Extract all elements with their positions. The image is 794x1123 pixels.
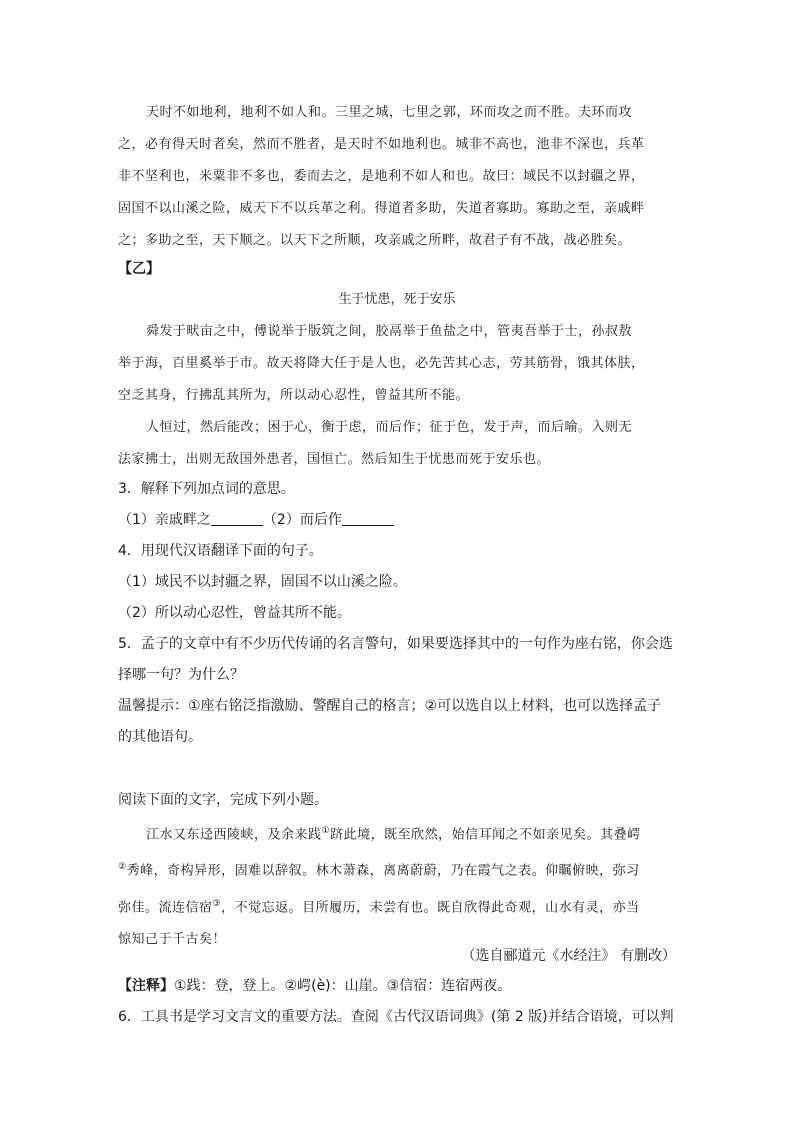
passage-yi-line: 空乏其身，行拂乱其所为，所以动心忍性，曾益其所不能。 — [118, 388, 470, 403]
notes — [118, 971, 676, 1002]
passage-yi-label: 【乙】 — [118, 261, 160, 277]
text-segment: 江水又东迳西陵峡，及余来践 — [146, 827, 322, 843]
question-5-line: 5．孟子的文章中有不少历代传诵的名言警句，如果要选择其中的一句作为座右铭，你会选 — [118, 636, 673, 652]
text-segment: 跻此境，既至欣然，始信耳闻之不如亲见矣。其叠崿 — [330, 827, 641, 843]
tip-line: 的其他语句。 — [118, 729, 202, 745]
footnote-marker: ① — [321, 826, 331, 836]
question-3-item-1: （1）亲戚畔之 — [118, 512, 211, 528]
footnote-marker: ② — [118, 862, 127, 873]
text-segment: 秀峰，奇构异形，固难以辞叙。林木萧森，离离蔚蔚，乃在霞气之表。仰瞩俯映，弥习 — [126, 863, 640, 879]
passage-jia-line: 非不坚利也，米粟非不多也，委而去之，是地利不如人和也。故曰：域民不以封疆之界， — [118, 169, 645, 184]
question-5-line: 择哪一句？为什么？ — [118, 667, 244, 683]
passage-jia-line: 固国不以山溪之险，威天下不以兵革之利。得道者多助，失道者寡助。寡助之至，亲戚畔 — [118, 201, 645, 216]
text-segment: 弥佳。流连信宿 — [118, 899, 213, 915]
question-3-items — [118, 505, 676, 536]
reading-2-line — [118, 851, 676, 887]
question-4: 4．用现代汉语翻译下面的句子。 — [118, 543, 323, 559]
question-3: 3．解释下列加点词的意思。 — [118, 481, 295, 497]
questions — [118, 474, 676, 753]
passage-yi-title: 生于忧患，死于安乐 — [338, 292, 456, 307]
tip-line: 温馨提示：①座右铭泛指激励、警醒自己的格言；②可以选自以上材料，也可以选择孟子 — [118, 698, 662, 714]
answer-blank-2[interactable] — [342, 511, 394, 526]
source-citation: （选自郦道元《水经注》 有删改） — [461, 948, 676, 964]
question-3-item-2: （2）而后作 — [262, 512, 342, 528]
reading-2-passage — [118, 815, 676, 956]
passage-yi — [118, 316, 676, 476]
question-4-item-1: （1）域民不以封疆之界，固国不以山溪之险。 — [118, 574, 407, 590]
reading-2-line — [118, 888, 676, 924]
passage-jia-line: 天时不如地利，地利不如人和。三里之城，七里之郭，环而攻之而不胜。夫环而攻 — [146, 105, 633, 120]
passage-yi-line: 举于海，百里奚举于市。故天将降大任于是人也，必先苦其心志，劳其筋骨，饿其体肤， — [118, 356, 645, 371]
passage-jia — [118, 97, 676, 257]
notes-label: 【注释】 — [118, 978, 174, 994]
question-6: 6．工具书是学习文言文的重要方法。查阅《古代汉语词典》(第 2 版)并结合语境，可以判 — [118, 1009, 674, 1025]
passage-jia-line: 之；多助之至，天下顺之。以天下之所顺，攻亲戚之所畔，故君子有不战，战必胜矣。 — [118, 233, 632, 248]
passage-jia-line: 之，必有得天时者矣，然而不胜者，是天时不如地利也。城非不高也，池非不深也，兵革 — [118, 137, 645, 152]
passage-yi-line: 法家拂士，出则无敌国外患者，国恒亡。然后知生于忧患而死于安乐也。 — [118, 452, 551, 467]
passage-yi-line: 舜发于畎亩之中，傅说举于版筑之间，胶鬲举于鱼盐之中，管夷吾举于士，孙叔敖 — [146, 324, 633, 339]
question-4-item-2: （2）所以动心忍性，曾益其所不能。 — [118, 605, 351, 621]
reading-2-line: 惊知己于千古矣！ — [118, 931, 227, 947]
passage-yi-line: 人恒过，然后能改；困于心，衡于虑，而后作；征于色，发于声，而后喻。入则无 — [146, 420, 633, 435]
reading-2-intro: 阅读下面的文字，完成下列小题。 — [118, 792, 328, 808]
notes-text: ①践：登，登上。②崿(è)：山崖。③信宿：连宿两夜。 — [174, 978, 512, 994]
text-segment: ，不觉忘返。目所履历，未尝有也。既自欣得此奇观，山水有灵，亦当 — [221, 899, 640, 915]
footnote-marker: ③ — [212, 898, 222, 909]
reading-2-line — [118, 815, 676, 851]
answer-blank-1[interactable] — [211, 511, 263, 526]
